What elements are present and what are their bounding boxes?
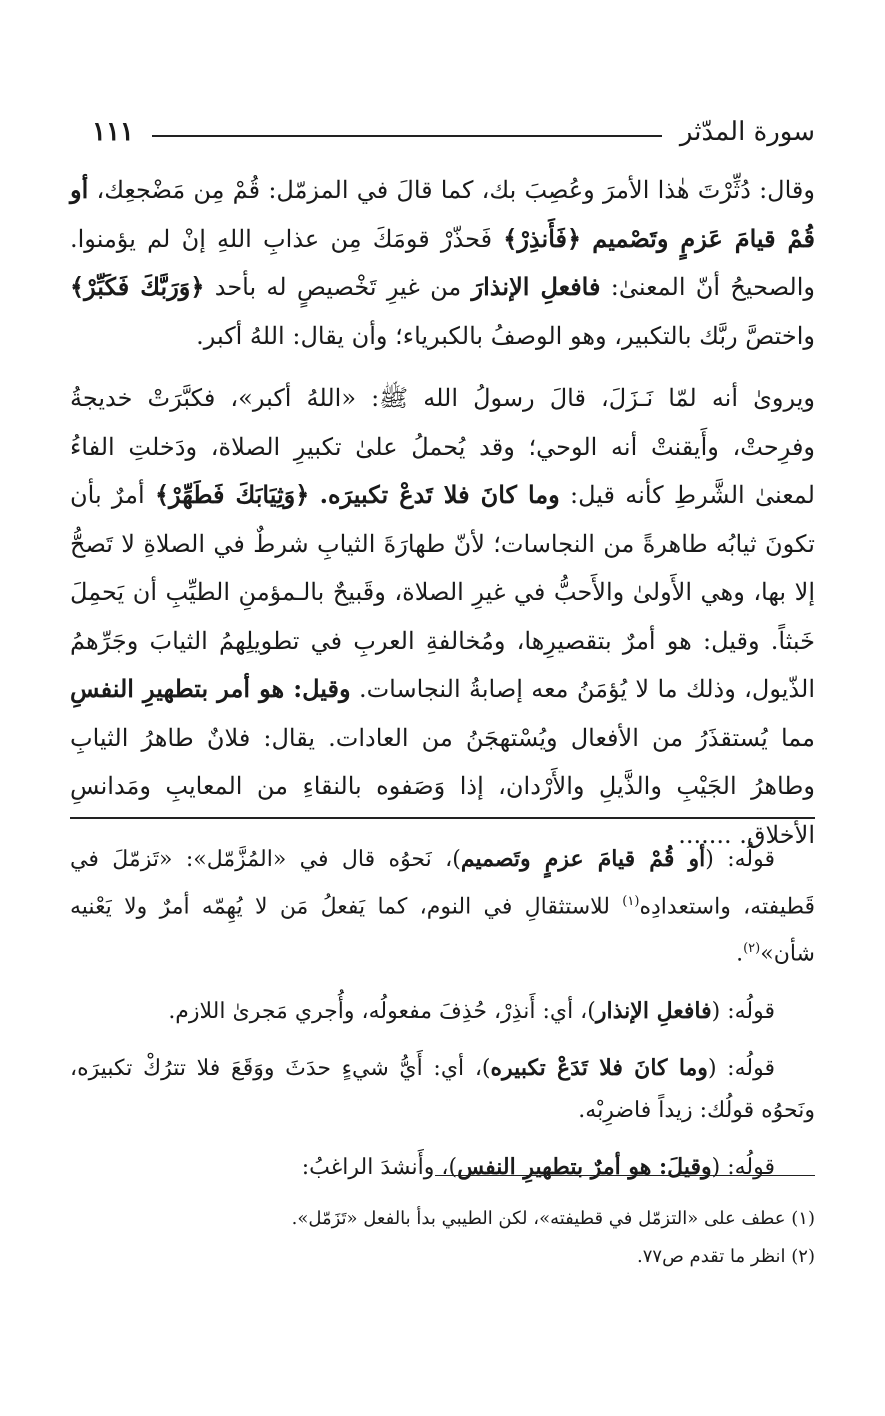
- text-run: للاستثقالِ في النوم، كما يَفعلُ مَن لا يُهِمّه أمرٌ ولا يَعْنيه شأن»: [70, 894, 815, 967]
- commentary-2: [70, 990, 815, 1033]
- surah-title: سورة المدّثر: [679, 117, 815, 147]
- footnote-ref: (٢): [743, 941, 761, 957]
- footnote-rule: [435, 1175, 815, 1176]
- bold-phrase: أو قُمْ قيامَ عزمٍ وتَصميم: [460, 846, 706, 872]
- bold-phrase: وما كانَ فلا تَدعْ تكبيرَه.: [319, 480, 560, 509]
- bold-phrase: وقيلَ: هو أمرٌ بتطهيرِ النفس: [457, 1153, 712, 1180]
- header-rule: [152, 135, 662, 137]
- footnote-1: (١) عطف على «التزمّل في قطيفته»، لكن الطيبي بدأ بالفعل «تَزَمّل».: [291, 1208, 815, 1229]
- footnotes: [70, 1200, 815, 1276]
- commentary-1: [70, 838, 815, 976]
- text-run: قولُه: (: [711, 1154, 775, 1180]
- text-run: )، وأَنشدَ الراغبُ:: [301, 1154, 458, 1180]
- paragraph-2: [70, 374, 815, 859]
- text-run: )، أي: أَنذِرْ، حُذِفَ مفعولُه، وأُجري مَجرىٰ اللازم.: [168, 998, 596, 1024]
- commentary-4: [70, 1146, 815, 1189]
- text-run: من غيرِ تَخْصيصٍ له بأحد: [204, 273, 472, 301]
- text-run: واختصَّ ربَّك بالتكبير، وهو الوصفُ بالكبرياء؛ وأن يقال: اللهُ أكبر.: [196, 321, 815, 350]
- main-text: [70, 166, 815, 859]
- text-run: قولُه: (: [711, 998, 775, 1024]
- bold-phrase: وقيل: هو أمر بتطهيرِ النفسِ: [70, 674, 351, 703]
- footnote-2: (٢) انظر ما تقدم ص٧٧.: [637, 1246, 815, 1267]
- page-header: [92, 112, 815, 152]
- bold-phrase: أو قُمْ قيامَ عَزمٍ وتَصْميم: [70, 175, 815, 253]
- quran-quote: ﴿وَثِيَابَكَ فَطَهِّرْ﴾: [154, 480, 310, 509]
- text-run: فَحذّرْ قومَكَ مِن عذابِ اللهِ إنْ لم يؤمنوا. والصحيحُ أنّ المعنىٰ:: [70, 224, 815, 301]
- footnote-ref: (١): [622, 894, 640, 909]
- text-run: [309, 481, 319, 509]
- commentary-3: [70, 1047, 815, 1132]
- text-run: وقال: دُثِّرْتَ هٰذا الأمرَ وعُصِبَ بك، كما قالَ في المزمّل: قُمْ مِن مَضْجعِك،: [88, 176, 815, 204]
- paragraph-1: [70, 166, 815, 360]
- text-run: [581, 225, 592, 253]
- section-divider: [70, 817, 815, 819]
- bold-phrase: وما كانَ فلا تَدَعْ تكبيره: [490, 1054, 708, 1081]
- quran-quote: ﴿فَأَنذِرْ﴾: [503, 223, 582, 253]
- text-run: ويروىٰ أنه لمّا نَـزَلَ، قالَ رسولُ الله ﷺ: «اللهُ أكبر»، فكبَّرَتْ خديجةُ وفرِحتْ، وأَيقنتْ أنه الوحي؛ وقد يُحملُ علىٰ تكبيرِ الصلاة، ودَخلتِ الفاءُ لمعنىٰ الشَّرطِ كأنه قيل:: [70, 384, 815, 509]
- text-run: أمرٌ بأن تكونَ ثيابُه طاهرةً من النجاسات؛ لأنّ طهارَةَ الثيابِ شرطٌ في الصلاةِ لا تَصحُّ إلا بها، وهي الأَولىٰ والأَحبُّ في غيرِ الصلاة، وقَبيحٌ بالـمؤمنِ الطيِّبِ أن يَحمِلَ خَبثاً. وقيل: هو أمرٌ بتقصيرِها، ومُخالفةِ العربِ في تطويلِهمُ الثيابَ وجَرِّهمُ الذّيول، وذلك ما لا يُؤمَنُ معه إصابةُ النجاسات.: [70, 481, 815, 703]
- text-run: .: [736, 941, 744, 967]
- text-run: )، أي: أَيُّ شيءٍ حدَثَ ووَقَعَ فلا تترُكْ تكبيرَه، ونَحوُه قولُك: زيداً فاضرِبْه.: [70, 1055, 815, 1123]
- bold-phrase: فافعلِ الإنذار: [595, 997, 712, 1024]
- page-number: ١١١: [92, 117, 134, 147]
- text-run: )، نَحوُه قال في «المُزَّمّل»: «تَزمّلَ في قَطيفته، واستعدادِه: [70, 847, 816, 920]
- commentary-section: [70, 838, 815, 1203]
- bold-phrase: فافعلِ الإنذارَ: [471, 272, 601, 301]
- text-run: مما يُستقذَرُ من الأفعال ويُسْتهجَنُ من العادات. يقال: فلانٌ طاهرُ الثيابِ وطاهرُ الجَيْبِ والذَّيلِ والأَرْدان، إذا وَصَفوه بالنقاءِ من المعايبِ ومَدانسِ الأخلاق. .......: [70, 723, 816, 849]
- text-run: قولُه: (: [705, 847, 775, 872]
- text-run: قولُه: (: [707, 1055, 775, 1081]
- quran-quote: ﴿وَرَبَّكَ فَكَبِّرْ﴾: [70, 272, 205, 301]
